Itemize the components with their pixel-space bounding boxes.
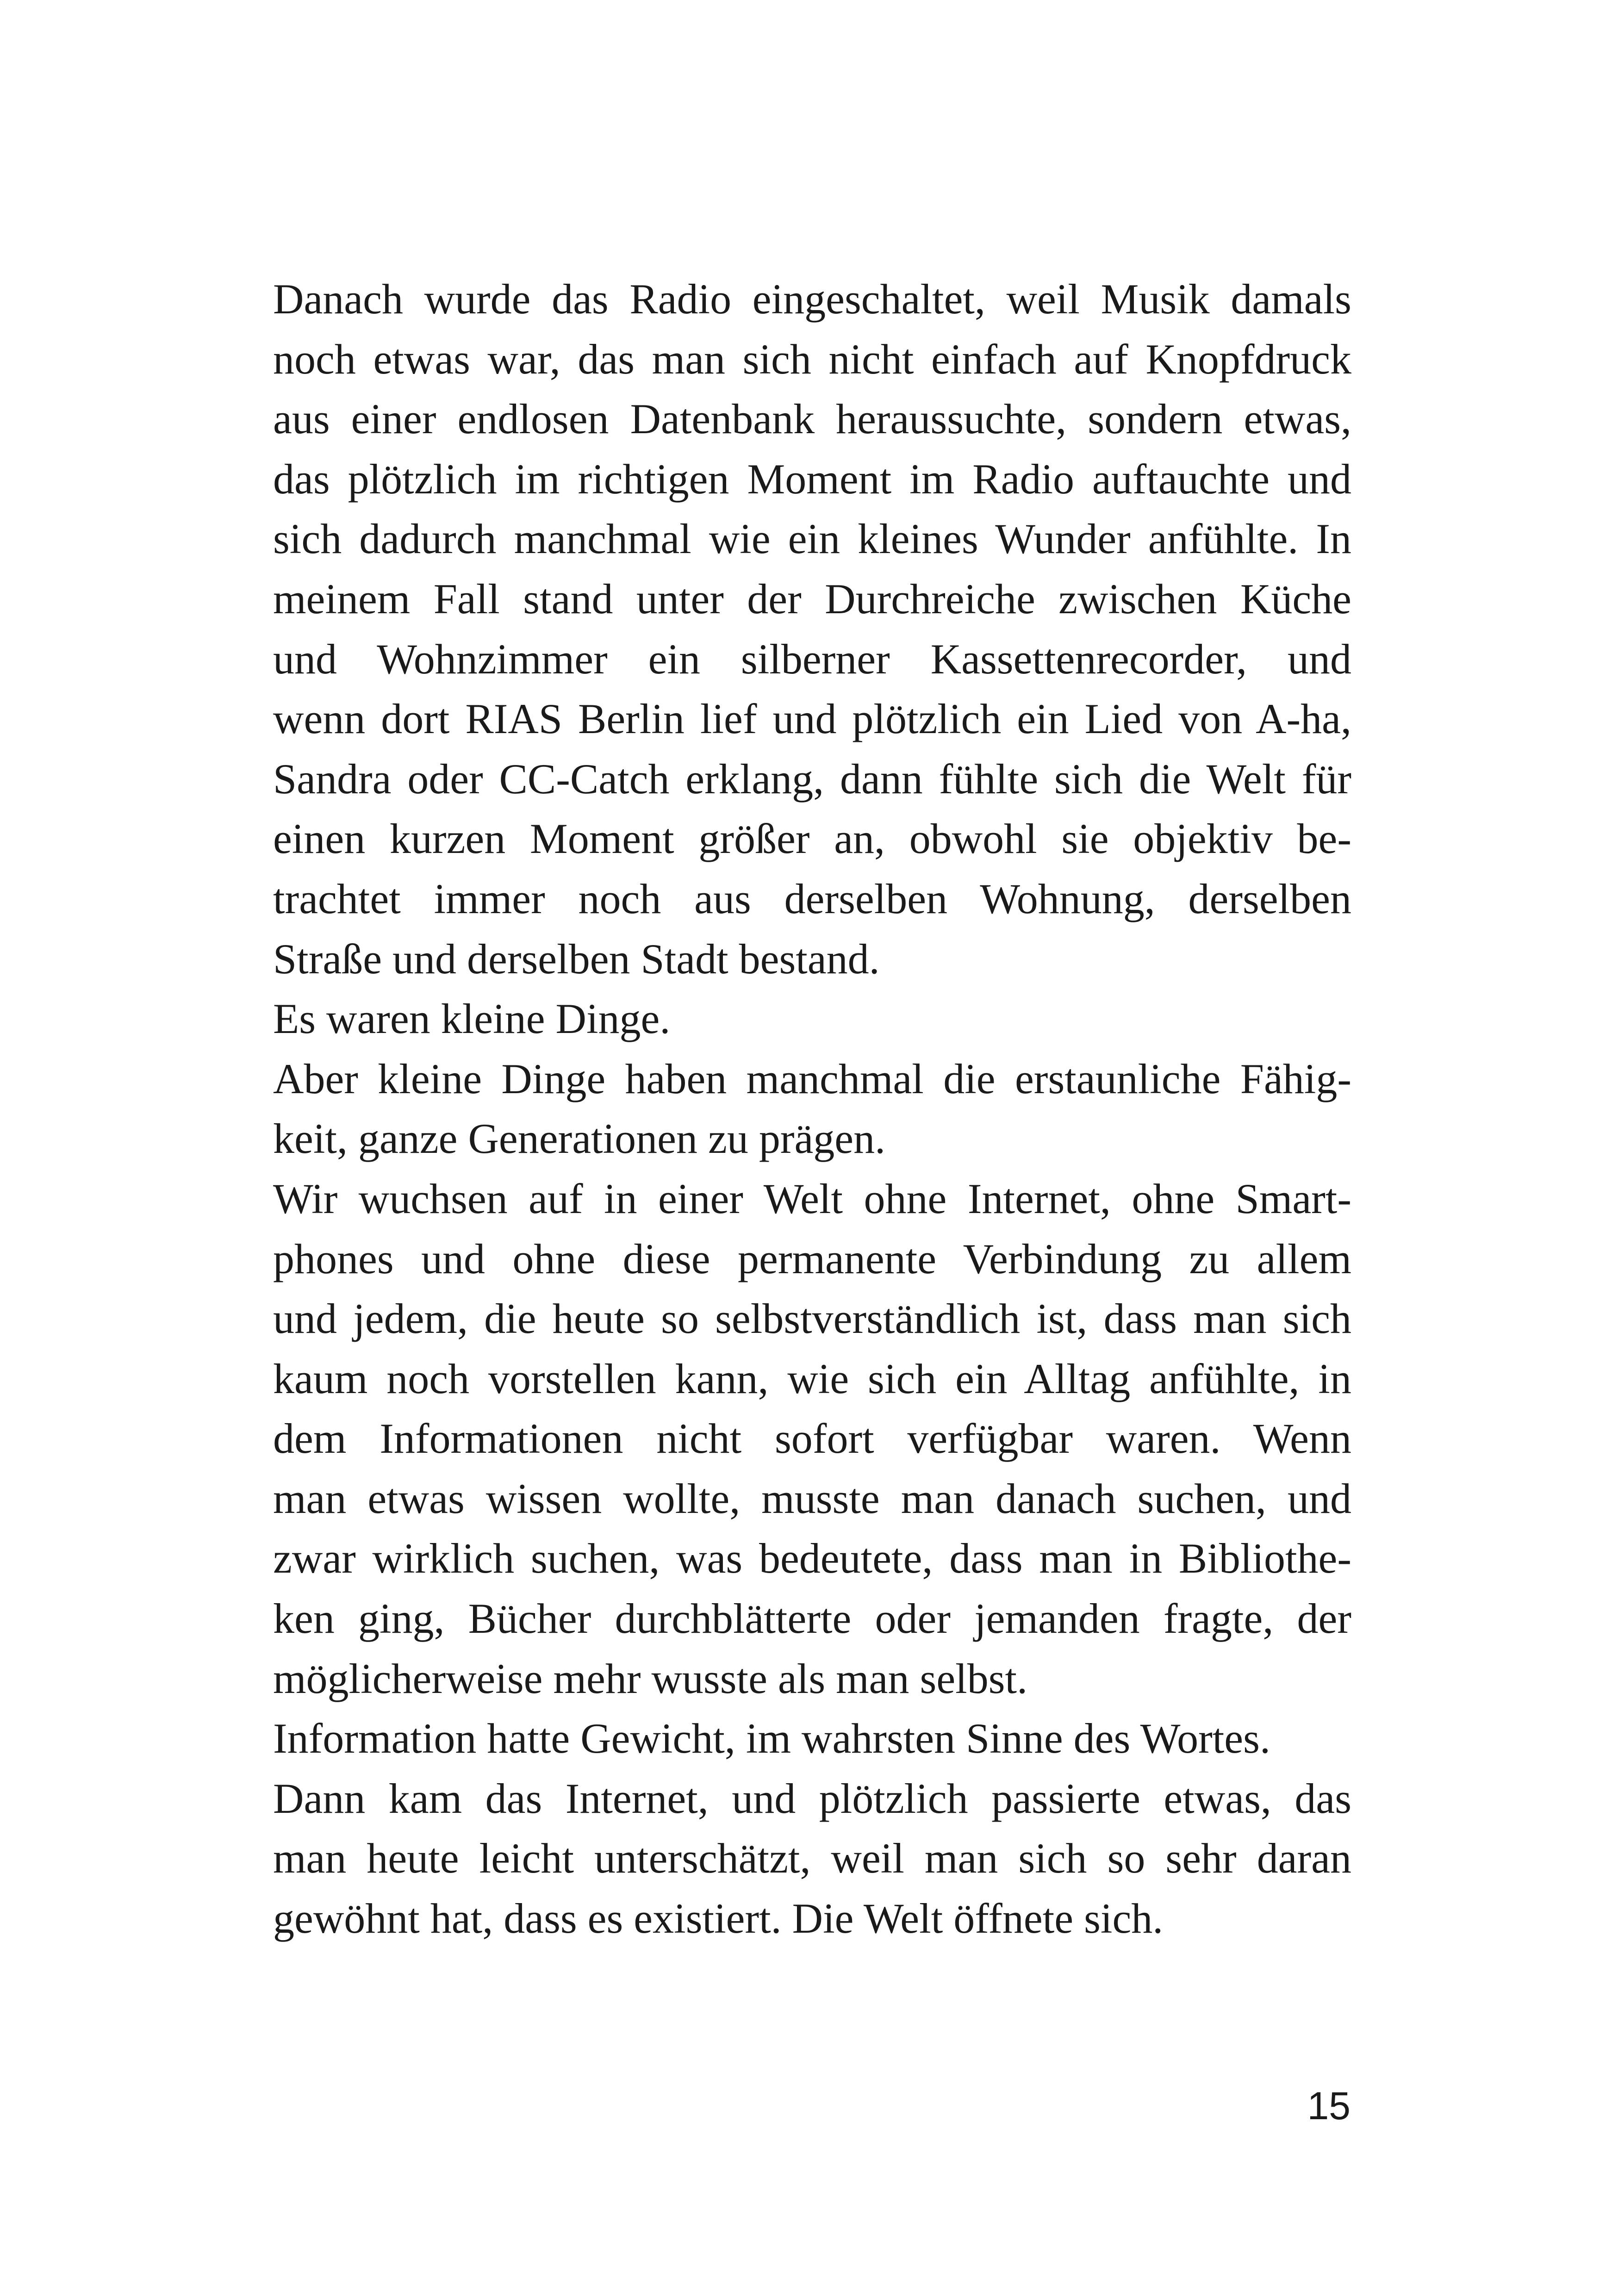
text-line: aus einer endlosen Datenbank heraussuchte, sondern etwas, <box>273 395 1351 443</box>
text-line: Aber kleine Dinge haben manchmal die erstaunliche Fähig- <box>273 1055 1351 1102</box>
text-line: noch etwas war, das man sich nicht einfach auf Knopfdruck <box>273 335 1351 383</box>
text-line: ken ging, Bücher durchblätterte oder jemanden fragte, der <box>273 1595 1351 1643</box>
text-line: das plötzlich im richtigen Moment im Radio auftauchte und <box>273 455 1351 503</box>
text-line: kaum noch vorstellen kann, wie sich ein Alltag anfühlte, in <box>273 1355 1351 1402</box>
text-line: man heute leicht unterschätzt, weil man sich so sehr daran <box>273 1835 1351 1882</box>
text-line: zwar wirklich suchen, was bedeutete, dass man in Bibliothe- <box>273 1535 1351 1582</box>
text-line: Straße und derselben Stadt bestand. <box>273 935 880 983</box>
text-line: sich dadurch manchmal wie ein kleines Wunder anfühlte. In <box>273 515 1351 563</box>
text-line: man etwas wissen wollte, musste man danach suchen, und <box>273 1475 1351 1522</box>
text-line: keit, ganze Generationen zu prägen. <box>273 1115 886 1163</box>
text-line: einen kurzen Moment größer an, obwohl sie objektiv be- <box>273 815 1351 863</box>
text-line: trachtet immer noch aus derselben Wohnung, derselben <box>273 875 1351 922</box>
text-line: Wir wuchsen auf in einer Welt ohne Internet, ohne Smart- <box>273 1175 1351 1222</box>
text-line: meinem Fall stand unter der Durchreiche zwischen Küche <box>273 575 1351 622</box>
text-line: und jedem, die heute so selbstverständlich ist, dass man sich <box>273 1295 1351 1343</box>
text-line: dem Informationen nicht sofort verfügbar waren. Wenn <box>273 1415 1351 1462</box>
text-line: Danach wurde das Radio eingeschaltet, weil Musik damals <box>273 275 1351 323</box>
text-line: wenn dort RIAS Berlin lief und plötzlich ein Lied von A-ha, <box>273 695 1351 743</box>
text-line: Information hatte Gewicht, im wahrsten Sinne des Wortes. <box>273 1715 1270 1762</box>
text-line: möglicherweise mehr wusste als man selbst. <box>273 1655 1028 1702</box>
text-line: Es waren kleine Dinge. <box>273 995 671 1043</box>
text-line: gewöhnt hat, dass es existiert. Die Welt öffnete sich. <box>273 1895 1164 1942</box>
text-line: Dann kam das Internet, und plötzlich passierte etwas, das <box>273 1774 1351 1822</box>
page-number: 15 <box>1307 2084 1350 2128</box>
text-line: phones und ohne diese permanente Verbindung zu allem <box>273 1235 1351 1282</box>
text-line: Sandra oder CC-Catch erklang, dann fühlte sich die Welt für <box>273 755 1351 803</box>
text-line: und Wohnzimmer ein silberner Kassettenrecorder, und <box>273 635 1351 683</box>
body-text <box>273 269 1351 1949</box>
